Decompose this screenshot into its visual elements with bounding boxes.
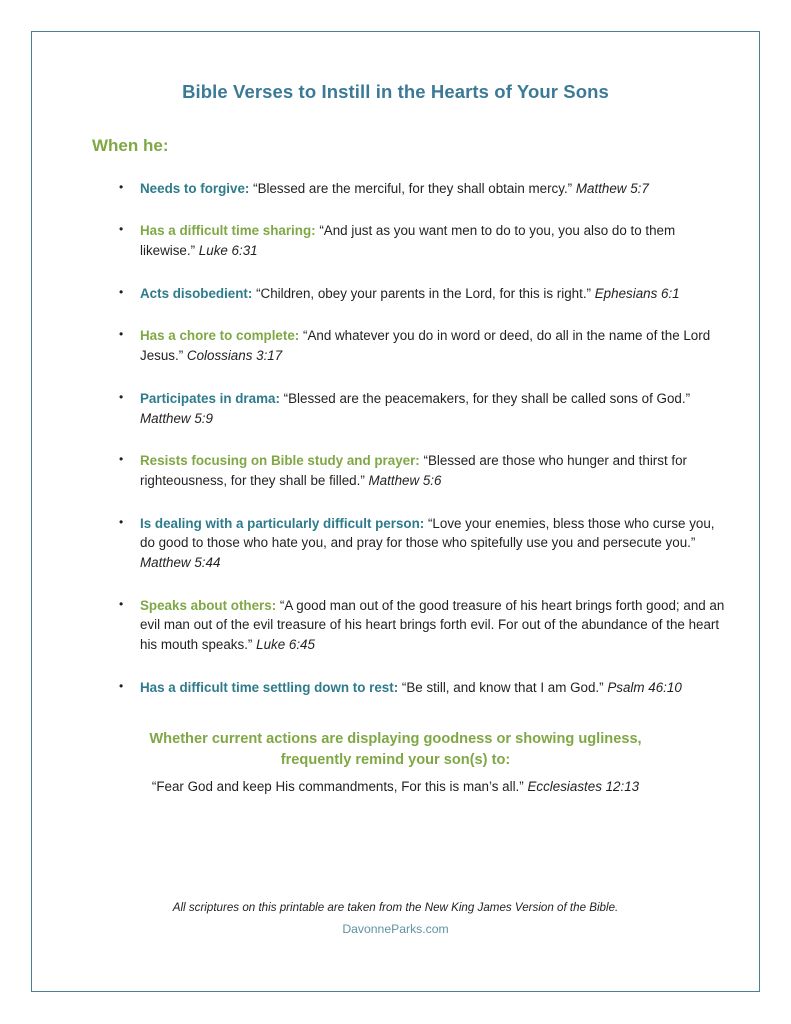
page-title: Bible Verses to Instill in the Hearts of Your Sons [182,81,609,102]
section-heading-when-he: When he: [92,136,169,156]
verse-lead-in: Has a difficult time sharing: [140,223,316,239]
verse-reference: Matthew 5:7 [575,180,649,196]
verse-item [31,596,760,655]
verse-lead-in: Needs to forgive: [140,180,250,196]
verse-list [31,179,760,698]
closing-section [31,729,760,797]
closing-heading-line-1: Whether current actions are displaying goodness or showing ugliness, [149,730,642,747]
verse-lead-in: Has a difficult time settling down to rest: [140,679,399,695]
verse-lead-in: Participates in drama: [140,390,280,406]
verse-lead-in: Resists focusing on Bible study and prayer: [140,453,420,469]
verse-reference: Colossians 3:17 [186,348,283,364]
verse-item [31,678,760,698]
verse-quote: “Blessed are the peacemakers, for they shall be called sons of God.” [283,390,691,406]
verse-item [31,284,760,304]
verse-quote: “And just as you want men to do to you, you also do to them likewise.” [140,223,676,258]
closing-heading-line-2: frequently remind your son(s) to: [280,751,511,768]
verse-quote: “And whatever you do in word or deed, do all in the name of the Lord Jesus.” [140,328,711,364]
verse-reference: Luke 6:31 [198,242,258,258]
verse-reference: Psalm 46:10 [607,679,682,695]
verse-reference: Ephesians 6:1 [594,285,680,301]
verse-reference: Matthew 5:6 [368,472,442,488]
verse-quote: “A good man out of the good treasure of his heart brings forth good; and an evil man out of the evil treasure of his heart brings forth evil. For out of the abundance of the heart his mouth speaks.” [140,597,725,653]
verse-quote: “Be still, and know that I am God.” [401,679,604,695]
verse-item [31,514,760,573]
page-footer [31,900,760,938]
verse-quote: “Blessed are those who hunger and thirst for righteousness, for they shall be filled.” [140,453,688,488]
page-content [31,31,760,992]
verse-lead-in: Acts disobedient: [140,285,253,301]
verse-quote: “Blessed are the merciful, for they shall obtain mercy.” [253,180,573,196]
footer-website-link[interactable]: DavonneParks.com [342,921,449,936]
verse-lead-in: Speaks about others: [140,597,277,613]
closing-heading [116,729,676,771]
closing-verse-quote: “Fear God and keep His commandments, For this is man’s all.” [151,778,524,794]
closing-verse-reference: Ecclesiastes 12:13 [527,778,640,794]
footer-note: All scriptures on this printable are taken from the New King James Version of the Bible. [172,900,619,914]
verse-quote: “Children, obey your parents in the Lord, for this is right.” [256,285,592,301]
verse-reference: Matthew 5:9 [140,410,213,426]
verse-item [31,326,760,365]
verse-item [31,451,760,490]
verse-reference: Luke 6:45 [256,637,315,653]
verse-lead-in: Is dealing with a particularly difficult person: [140,515,425,531]
verse-quote: “Love your enemies, bless those who curse you, do good to those who hate you, and pray for those who spitefully use you and persecute you.” [140,515,715,551]
verse-item [31,389,760,428]
verse-reference: Matthew 5:44 [140,555,221,571]
verse-lead-in: Has a chore to complete: [140,328,300,344]
verse-item [31,179,760,199]
verse-item [31,221,760,260]
closing-verse [71,777,720,796]
